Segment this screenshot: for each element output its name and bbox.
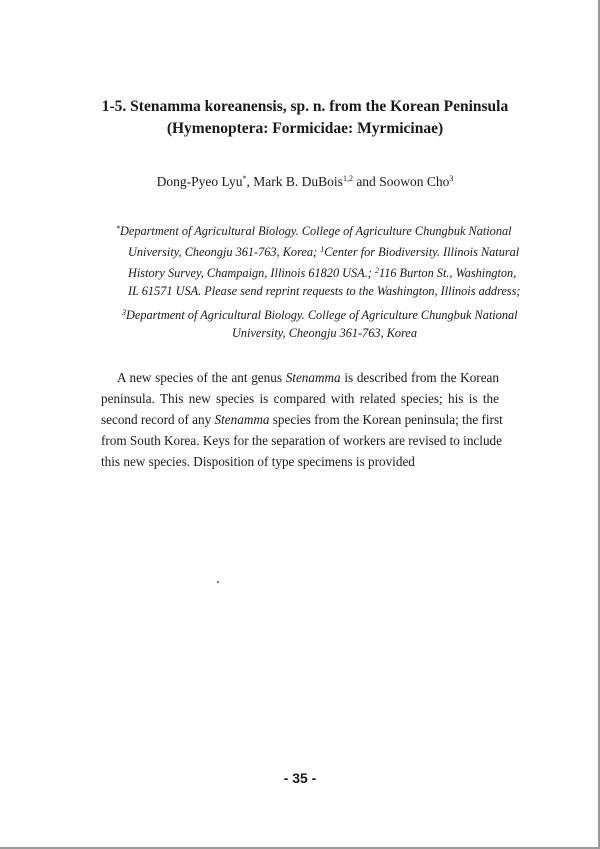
affiliation-mark: * (116, 224, 120, 233)
affiliation-text: 116 Burton St., Washington, (378, 266, 517, 280)
abstract-text: is described from the Korean (340, 370, 499, 385)
abstract-text: species from the Korean peninsula; the first (269, 412, 503, 427)
author-name: Soowon Cho (379, 174, 450, 189)
author-separator: , (246, 174, 254, 189)
genus-name: Stenamma (214, 412, 270, 427)
affiliation-text: University, Cheongju 361-763, Korea (232, 326, 418, 340)
author-name: Dong-Pyeo Lyu (156, 174, 243, 189)
affiliation-mark: 3 (122, 308, 126, 317)
affiliation-mark: 2 (374, 266, 379, 275)
author-mark: 1,2 (342, 174, 353, 183)
affiliation-text: Department of Agricultural Biology. College of Agriculture Chungbuk National (126, 308, 518, 322)
abstract-line: peninsula. This new species is compared with related species; his is the (101, 391, 499, 406)
abstract-text: second record of any (101, 412, 215, 427)
abstract-line (117, 367, 499, 388)
abstract-line (101, 409, 503, 430)
affiliation-line (128, 281, 528, 302)
author-list (60, 174, 550, 190)
affiliation-line (232, 323, 600, 344)
abstract-line: this new species. Disposition of type specimens is provided (101, 454, 415, 469)
affiliation-text: IL 61571 USA. Please send reprint requests to the Washington, Illinois address; (128, 284, 521, 298)
affiliation-text: History Survey, Champaign, Illinois 61820 USA.; (128, 266, 375, 280)
stray-dot (217, 581, 219, 583)
author-separator: and (352, 174, 380, 189)
affiliation-text: Center for Biodiversity. Illinois Natural (324, 245, 520, 259)
page-number: - 35 - (283, 770, 317, 786)
abstract-text: A new species of the ant genus (117, 370, 286, 385)
abstract-line: from South Korea. Keys for the separation of workers are revised to include (101, 433, 502, 448)
affiliation-text: University, Cheongju 361-763, Korea; (128, 245, 321, 259)
genus-name: Stenamma (285, 370, 341, 385)
author-mark: * (242, 174, 247, 183)
paper-title-line1: 1-5. Stenamma koreanensis, sp. n. from the Korean Peninsula (101, 98, 509, 115)
affiliation-mark: 1 (320, 245, 325, 254)
paper-title-line2: (Hymenoptera: Formicidae: Myrmicinae) (166, 120, 444, 137)
author-mark: 3 (449, 174, 454, 183)
author-name: Mark B. DuBois (253, 174, 343, 189)
affiliation-text: Department of Agricultural Biology. College of Agriculture Chungbuk National (120, 224, 512, 238)
